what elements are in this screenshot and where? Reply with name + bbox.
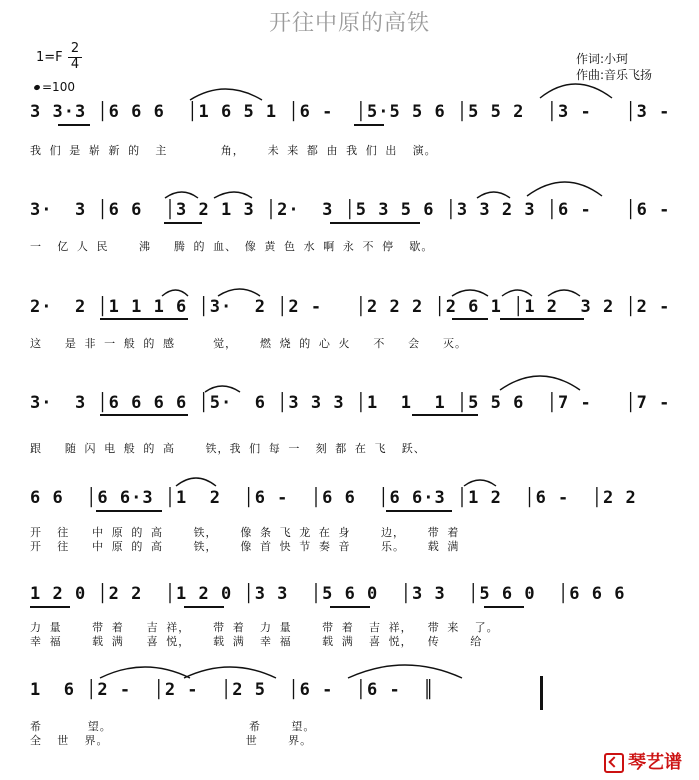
lyrics-line-5a: 开 往 中 原 的 高 铁， 像 条 飞 龙 在 身 边， 带 着 [30, 526, 460, 539]
lyrics-line-1: 我 们 是 崭 新 的 主 角， 未 来 都 由 我 们 出 演。 [30, 144, 437, 157]
notation-line-1: 3 3·3 │6 6 6 │1 6 5 1 │6 - │5·5 5 6 │5 5 2 │3 - │3 - [30, 102, 671, 122]
lyrics-line-5b: 开 往 中 原 的 高 铁， 像 首 快 节 奏 音 乐。 载 满 [30, 540, 460, 553]
lyricist-credit: 作词:小珂 [576, 52, 629, 66]
slur [190, 89, 262, 100]
lyrics-line-4: 跟 随 闪 电 般 的 高 铁，我 们 每 一 刻 都 在 飞 跃、 [30, 442, 426, 455]
tie [184, 667, 276, 678]
lyrics-line-7a: 希 望。 希 望。 [30, 720, 316, 733]
notation-line-7: 1 6 │2 - │2 - │2 5 │6 - │6 - ║ [30, 680, 435, 700]
slur [452, 290, 488, 296]
slur [176, 478, 216, 486]
slur [205, 386, 240, 392]
slur [165, 192, 198, 198]
notation-line-5: 6 6 │6 6·3 │1 2 │6 - │6 6 │6 6·3 │1 2 │6 - │2 2 [30, 488, 637, 508]
lyrics-line-6a: 力 量 带 着 吉 祥， 带 着 力 量 带 着 吉 祥， 带 来 了。 [30, 621, 499, 634]
notation-line-2: 3· 3 │6 6 │3 2 1 3 │2· 3 │5 3 5 6 │3 3 2 3 │6 - │6 - [30, 200, 671, 220]
time-signature-bottom: 4 [70, 57, 80, 72]
tie [540, 84, 612, 98]
tempo-value: =100 [42, 80, 75, 94]
tie [527, 182, 602, 196]
tie [500, 376, 580, 390]
slur [502, 290, 532, 296]
key-signature: 1=F [36, 50, 63, 65]
watermark-logo [604, 748, 682, 774]
notation-line-4: 3· 3 │6 6 6 6 │5· 6 │3 3 3 │1 1 1 │5 5 6 │7 - │7 - [30, 393, 671, 413]
lyrics-line-3: 这 是 非 一 般 的 感 觉， 燃 烧 的 心 火 不 会 灭。 [30, 337, 468, 350]
slur [548, 290, 580, 296]
notation-line-6: 1 2 0 │2 2 │1 2 0 │3 3 │5 6 0 │3 3 │5 6 0 │6 6 6 [30, 584, 626, 604]
notation-line-3: 2· 2 │1 1 1 6 │3· 2 │2 - │2 2 2 │2 6 1 │1 2 3 2 │2 - [30, 297, 671, 317]
slur [162, 290, 188, 296]
tie [348, 665, 462, 678]
lyrics-line-2: 一 亿 人 民 沸 腾 的 血、 像 黄 色 水 啊 永 不 停 歇。 [30, 240, 434, 253]
slur [214, 192, 252, 198]
watermark-text: 琴艺谱 [628, 752, 682, 773]
time-signature-top: 2 [68, 42, 82, 58]
lyrics-line-6b: 幸 福 载 满 喜 悦， 载 满 幸 福 载 满 喜 悦， 传 给 [30, 635, 483, 648]
logo-icon [604, 753, 624, 773]
slur [464, 480, 496, 486]
slur [477, 192, 510, 198]
composer-credit: 作曲:音乐飞扬 [576, 68, 653, 82]
tie [100, 667, 190, 678]
lyrics-line-7b: 全 世 界。 世 界。 [30, 734, 313, 747]
slur [218, 289, 260, 296]
song-title: 开往中原的高铁 [268, 11, 430, 36]
